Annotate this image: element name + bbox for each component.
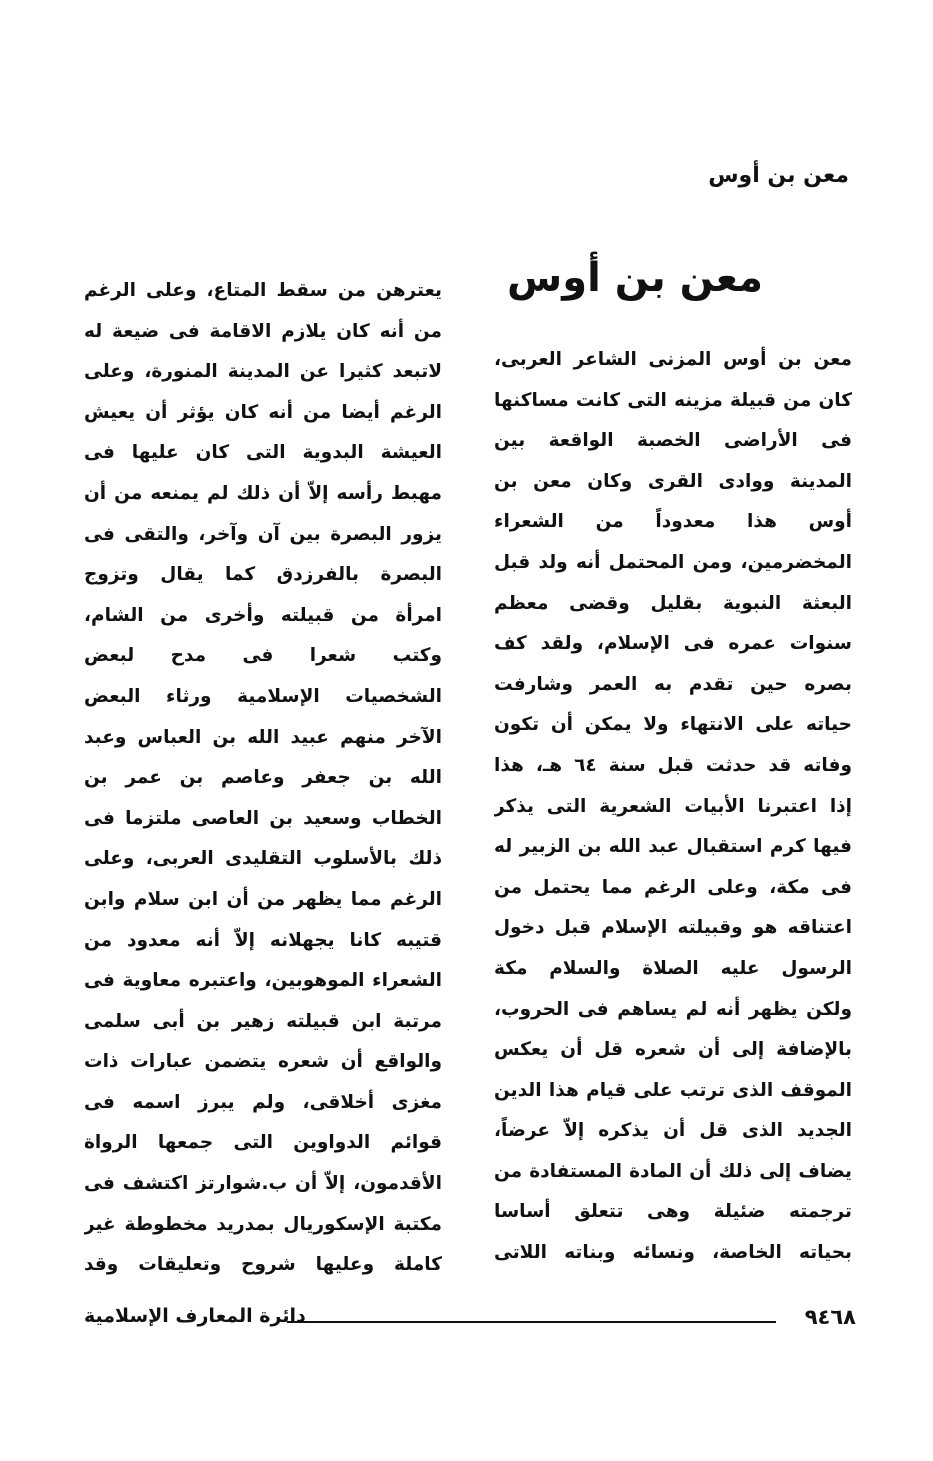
running-header: معن بن أوس (708, 163, 849, 188)
text-line: ولكن يظهر أنه لم يساهم فى الحروب، (494, 998, 852, 1020)
text-line: من أنه كان يلازم الاقامة فى ضيعة له (84, 320, 442, 342)
text-line: المخضرمين، ومن المحتمل أنه ولد قبل (494, 551, 852, 573)
text-line: العيشة البدوية التى كان عليها فى (84, 442, 442, 464)
left-text-column (84, 271, 442, 1286)
text-line: قوائم الدواوين التى جمعها الرواة (84, 1132, 442, 1154)
text-line: وكتب شعرا فى مدح لبعض (84, 645, 442, 667)
text-line: البصرة بالفرزدق كما يقال وتزوج (84, 564, 442, 586)
text-line: الآخر منهم عبيد الله بن العباس وعبد (84, 726, 442, 748)
text-line: الرغم أيضا من أنه كان يؤثر أن يعيش (84, 401, 442, 423)
text-line: الخطاب وسعيد بن العاصى ملتزما فى (84, 807, 442, 829)
text-line: فيها كرم استقبال عبد الله بن الزبير له (494, 836, 852, 858)
text-line: وفاته قد حدثت قبل سنة ٦٤ هـ، هذا (494, 754, 852, 776)
text-line: الأقدمون، إلاّ أن ب.شوارتز اكتشف فى (84, 1173, 442, 1195)
text-line: مكتبة الإسكوريال بمدريد مخطوطة غير (84, 1213, 442, 1235)
text-line: بحياته الخاصة، ونسائه وبناته اللاتى (494, 1242, 852, 1264)
text-line: مغزى أخلاقى، ولم يبرز اسمه فى (84, 1091, 442, 1113)
article-title: معن بن أوس (507, 255, 763, 301)
text-line: بالإضافة إلى أن شعره قل أن يعكس (494, 1039, 852, 1061)
text-line: البعثة النبوية بقليل وقضى معظم (494, 592, 852, 614)
text-line: الجديد الذى قل أن يذكره إلاّ عرضاً، (494, 1120, 852, 1142)
text-line: معن بن أوس المزنى الشاعر العربى، (494, 349, 852, 370)
text-line: مهبط رأسه إلاّ أن ذلك لم يمنعه من أن (84, 482, 442, 504)
text-line: فى مكة، وعلى الرغم مما يحتمل من (494, 876, 852, 898)
page-footer (84, 1305, 856, 1335)
text-line: كاملة وعليها شروح وتعليقات وقد (84, 1254, 442, 1276)
text-line: بصره حين تقدم به العمر وشارفت (494, 673, 852, 695)
text-line: ذلك بالأسلوب التقليدى العربى، وعلى (84, 848, 442, 870)
text-line: يضاف إلى ذلك أن المادة المستفادة من (494, 1160, 852, 1182)
text-line: امرأة من قبيلته وأخرى من الشام، (84, 604, 442, 626)
text-line: حياته على الانتهاء ولا يمكن أن تكون (494, 714, 852, 736)
text-line: والواقع أن شعره يتضمن عبارات ذات (84, 1051, 442, 1073)
text-line: قتيبه كانا يجهلانه إلاّ أنه معدود من (84, 929, 442, 951)
right-text-column (494, 340, 852, 1274)
page-number: ٩٤٦٨ (804, 1305, 856, 1329)
text-line: أوس هذا معدوداً من الشعراء (494, 511, 852, 533)
text-line: مرتبة ابن قبيلته زهير بن أبى سلمى (84, 1010, 442, 1032)
text-line: الرغم مما يظهر من أن ابن سلام وابن (84, 888, 442, 910)
text-line: ترجمته ضئيلة وهى تتعلق أساسا (494, 1201, 852, 1223)
text-line: الشخصيات الإسلامية ورثاء البعض (84, 685, 442, 707)
text-line: كان من قبيلة مزينه التى كانت مساكنها (494, 389, 852, 411)
text-line: يزور البصرة بين آن وآخر، والتقى فى (84, 523, 442, 545)
text-line: المدينة ووادى القرى وكان معن بن (494, 470, 852, 492)
text-line: فى الأراضى الخصبة الواقعة بين (494, 430, 852, 452)
text-line: إذا اعتبرنا الأبيات الشعرية التى يذكر (494, 795, 852, 817)
text-line: الرسول عليه الصلاة والسلام مكة (494, 957, 852, 979)
text-line: اعتناقه هو وقبيلته الإسلام قبل دخول (494, 917, 852, 939)
text-line: يعترهن من سقط المتاع، وعلى الرغم (84, 280, 442, 301)
text-line: الشعراء الموهوبين، واعتبره معاوية فى (84, 970, 442, 992)
publication-title: دائرة المعارف الإسلامية (84, 1305, 306, 1327)
text-line: لاتبعد كثيرا عن المدينة المنورة، وعلى (84, 361, 442, 383)
text-line: سنوات عمره فى الإسلام، ولقد كف (494, 633, 852, 655)
text-line: الموقف الذى ترتب على قيام هذا الدين (494, 1079, 852, 1101)
footer-divider (287, 1321, 776, 1323)
text-line: الله بن جعفر وعاصم بن عمر بن (84, 767, 442, 789)
